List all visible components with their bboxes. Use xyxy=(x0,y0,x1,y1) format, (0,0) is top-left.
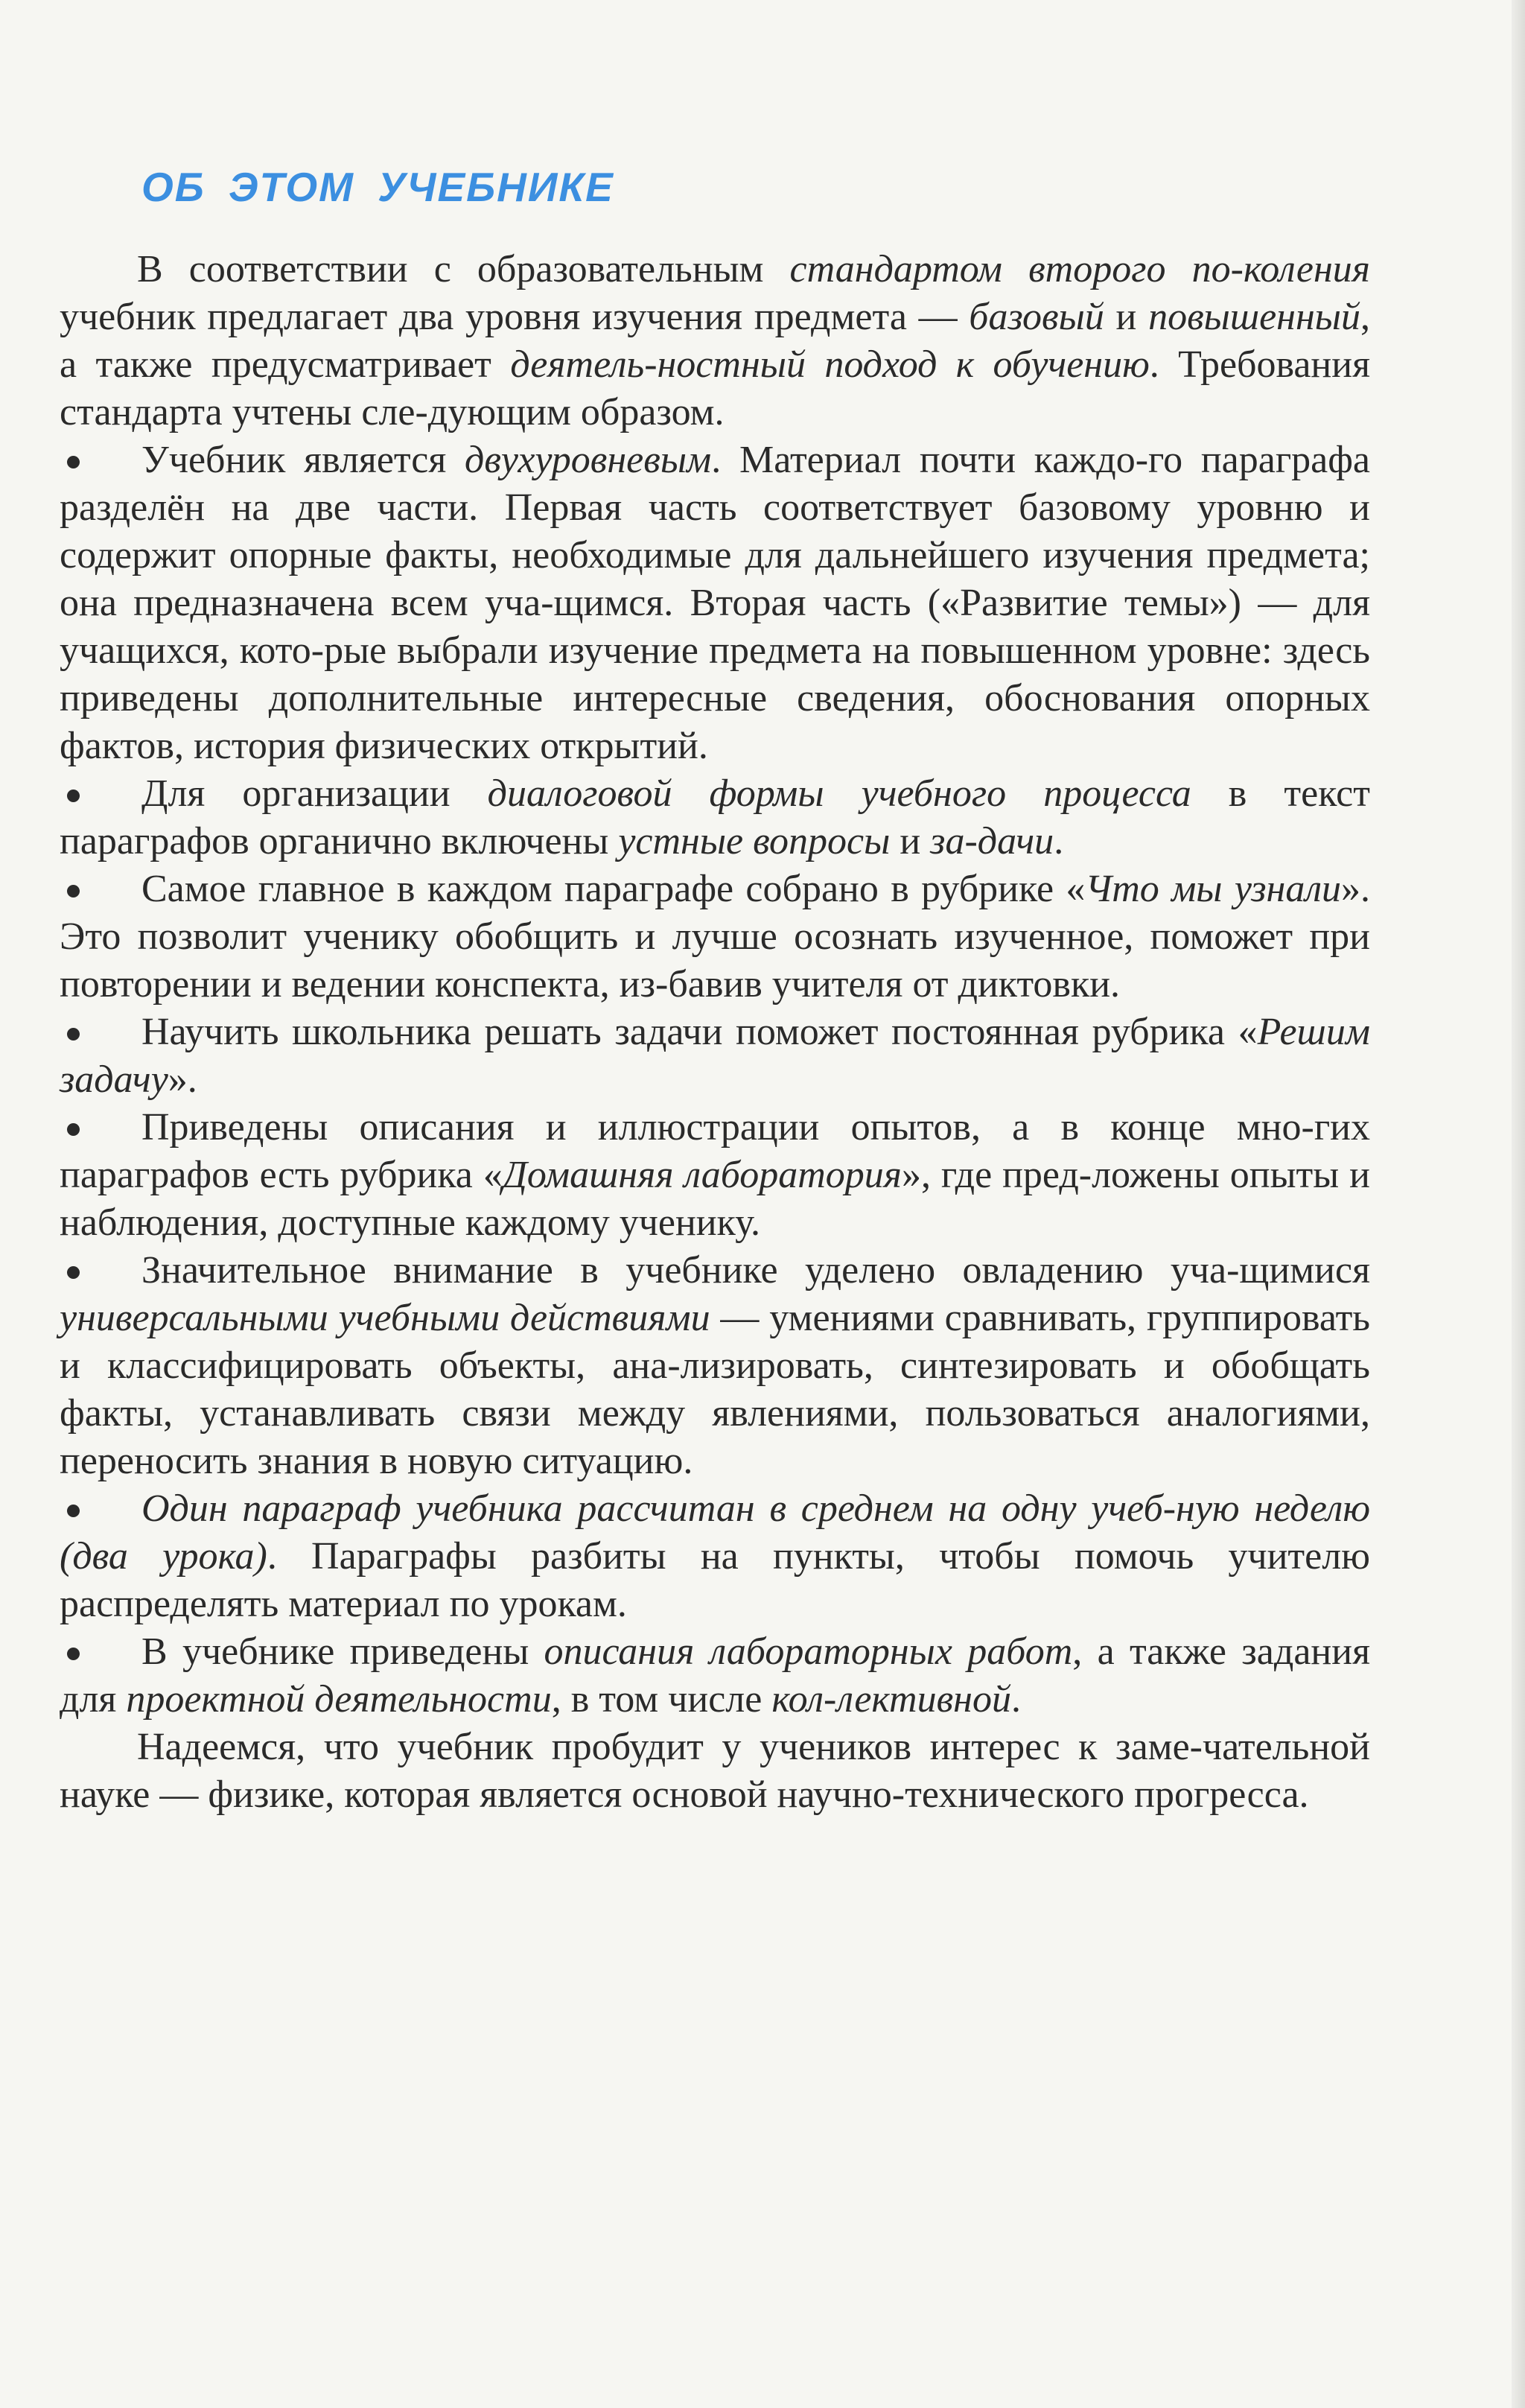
bullet-1-text-2: . Материал почти каждо-го параграфа разделён на две части. Первая часть соответствует базовому уровню и содержит опорные факты, необходимые для дальнейшего изучения предмета; она предназначена всем уча-щимся. Вторая часть («Развитие темы») — для учащихся, кото-рые выбрали изучение предмета на повышенном уровне: здесь приведены дополнительные интересные сведения, обоснования опорных фактов, история физических открытий. xyxy=(60,439,1370,767)
bullet-item-7 xyxy=(60,1485,1370,1628)
bullet-item-4 xyxy=(60,1008,1370,1104)
intro-emph-advanced: повышенный xyxy=(1148,296,1360,338)
bullet-2-emph-1: диалоговой формы учебного процесса xyxy=(487,772,1191,815)
bullet-2-text-1: Для организации xyxy=(141,772,488,815)
bullet-8-emph-3: кол-лективной xyxy=(771,1678,1011,1721)
bullet-item-1 xyxy=(60,436,1370,770)
bullet-item-3 xyxy=(60,865,1370,1008)
intro-paragraph xyxy=(60,246,1370,436)
bullet-8-text-4: . xyxy=(1010,1678,1021,1721)
bullet-item-5 xyxy=(60,1104,1370,1247)
bullet-1-text-1: Учебник является xyxy=(141,439,465,481)
bullet-7-text: . Параграфы разбиты на пункты, чтобы помочь учителю распределять материал по урокам. xyxy=(60,1535,1370,1625)
bullet-8-emph-1: описания лабораторных работ xyxy=(544,1630,1073,1673)
bullet-3-text-1: Самое главное в каждом параграфе собрано в рубрике « xyxy=(141,868,1086,910)
bullet-marker xyxy=(67,1028,80,1041)
bullet-8-text-2: , а также задания для xyxy=(60,1630,1370,1721)
bullet-6-text-1: Значительное внимание в учебнике уделено овладению уча-щимися xyxy=(141,1249,1370,1292)
bullet-7-emph: Один параграф учебника рассчитан в среднем на одну учеб-ную неделю (два урока) xyxy=(60,1487,1370,1578)
bullet-8-emph-2: проектной деятельности xyxy=(126,1678,552,1721)
bullet-marker xyxy=(67,790,80,802)
bullet-4-text-2: ». xyxy=(168,1058,197,1101)
bullet-marker xyxy=(67,456,80,468)
bullet-item-2 xyxy=(60,770,1370,865)
bullet-6-emph: универсальными учебными действиями xyxy=(60,1297,710,1339)
bullet-marker xyxy=(67,1505,80,1517)
intro-text-4: , а также предусматривает xyxy=(60,296,1370,386)
bullet-2-emph-3: за-дачи xyxy=(930,820,1054,863)
intro-text-5: . Требования стандарта учтены сле-дующим образом. xyxy=(60,343,1371,433)
bullet-marker xyxy=(67,1648,80,1660)
bullet-item-8 xyxy=(60,1628,1370,1724)
bullet-2-text-3: и xyxy=(890,820,931,863)
bullet-marker xyxy=(67,1266,80,1279)
bullet-5-text-2: », где пред-ложены опыты и наблюдения, доступные каждому ученику. xyxy=(60,1154,1370,1244)
bullet-item-6 xyxy=(60,1247,1370,1485)
page-title: ОБ ЭТОМ УЧЕБНИКЕ xyxy=(141,164,614,210)
bullet-2-emph-2: устные вопросы xyxy=(618,820,891,863)
bullet-2-text-2: в текст параграфов органично включены xyxy=(60,772,1370,863)
bullet-8-text-3: , в том числе xyxy=(551,1678,772,1721)
intro-text-2: учебник предлагает два уровня изучения предмета — xyxy=(60,296,970,338)
bullet-4-text-1: Научить школьника решать задачи поможет постоянная рубрика « xyxy=(141,1011,1258,1053)
bullet-4-emph: Решим задачу xyxy=(60,1011,1370,1101)
bullet-5-emph: Домашняя лаборатория xyxy=(502,1154,902,1196)
bullet-5-text-1: Приведены описания и иллюстрации опытов, а в конце мно-гих параграфов есть рубрика « xyxy=(60,1106,1370,1196)
page-content xyxy=(60,162,1370,1819)
intro-emph-standard: стандартом второго по-коления xyxy=(789,248,1370,290)
bullet-8-text-1: В учебнике приведены xyxy=(141,1630,544,1673)
bullet-1-emph: двухуровневым xyxy=(465,439,712,481)
intro-text-3: и xyxy=(1104,296,1149,338)
bullet-2-text-4: . xyxy=(1054,820,1064,863)
bullet-marker xyxy=(67,885,80,898)
bullet-3-emph: Что мы узнали xyxy=(1085,868,1341,910)
intro-text-1: В соответствии с образовательным xyxy=(137,248,790,290)
page-edge xyxy=(1512,0,1525,2408)
intro-emph-basic: базовый xyxy=(969,296,1104,338)
closing-paragraph: Надеемся, что учебник пробудит у учеников интерес к заме-чательной науке — физике, которая является основой научно-технического прогресса. xyxy=(60,1726,1370,1816)
bullet-marker xyxy=(67,1123,80,1136)
intro-emph-approach: деятель-ностный подход к обучению xyxy=(510,343,1150,386)
bullet-6-text-2: — умениями сравнивать, группировать и классифицировать объекты, ана-лизировать, синтезировать и обобщать факты, устанавливать связи между явлениями, пользоваться аналогиями, переносить знания в новую ситуацию. xyxy=(60,1297,1371,1482)
bullet-3-text-2: ». Это позволит ученику обобщить и лучше осознать изученное, поможет при повторении и ведении конспекта, из-бавив учителя от диктовки. xyxy=(60,868,1370,1006)
